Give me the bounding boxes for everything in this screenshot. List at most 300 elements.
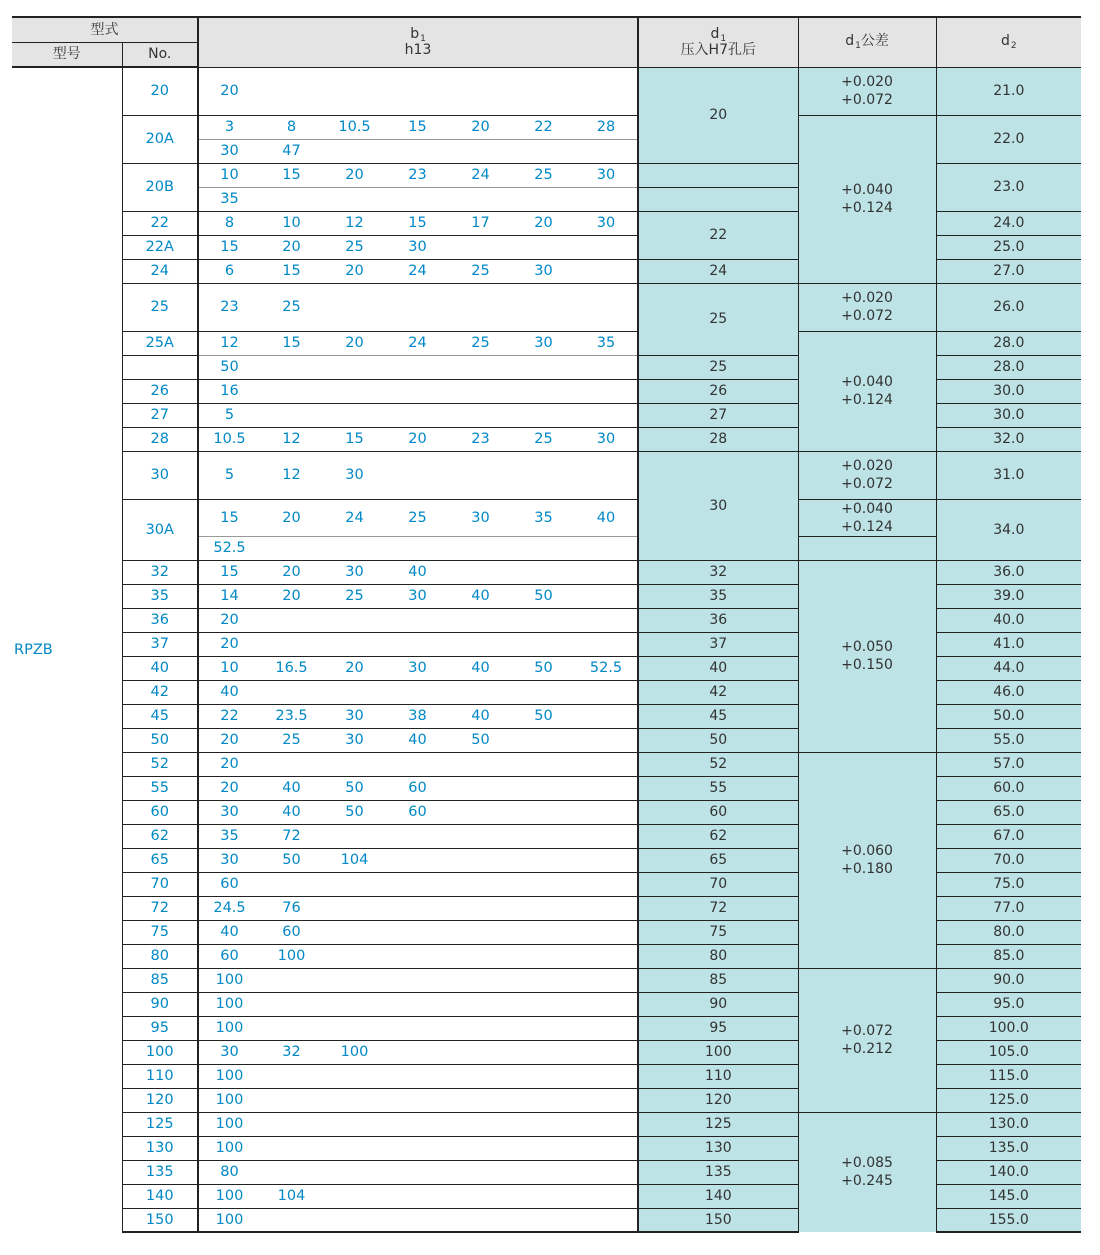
model-no-cell: 30 bbox=[122, 451, 198, 499]
b1-value-cell bbox=[512, 403, 575, 427]
b1-value-cell: 23 bbox=[449, 427, 512, 451]
b1-value-cell bbox=[512, 1184, 575, 1208]
b1-value-cell: 15 bbox=[386, 211, 449, 235]
d1-cell: 24 bbox=[638, 259, 798, 283]
b1-value-cell bbox=[575, 584, 638, 608]
b1-value-cell bbox=[512, 968, 575, 992]
b1-value-cell bbox=[260, 187, 323, 211]
d2-symbol: d bbox=[1000, 33, 1010, 50]
table-row bbox=[12, 560, 1081, 584]
b1-value-cell bbox=[260, 536, 323, 560]
b1-value-cell: 30 bbox=[449, 499, 512, 536]
d2-cell: 55.0 bbox=[936, 728, 1081, 752]
b1-value-cell bbox=[323, 1160, 386, 1184]
d2-cell: 105.0 bbox=[936, 1040, 1081, 1064]
spec-table bbox=[12, 16, 1081, 1233]
b1-value-cell bbox=[512, 451, 575, 499]
b1-value-cell bbox=[449, 283, 512, 331]
b1-value-cell bbox=[323, 1208, 386, 1232]
b1-value-cell bbox=[449, 187, 512, 211]
b1-value-cell bbox=[449, 235, 512, 259]
b1-value-cell bbox=[512, 1112, 575, 1136]
d2-cell: 50.0 bbox=[936, 704, 1081, 728]
d2-cell: 39.0 bbox=[936, 584, 1081, 608]
tolerance-line: +0.072 bbox=[841, 1023, 893, 1039]
no-header: No. bbox=[122, 42, 198, 67]
b1-value-cell bbox=[512, 187, 575, 211]
b1-value-cell bbox=[512, 944, 575, 968]
tolerance-line: +0.124 bbox=[841, 518, 893, 535]
table-row bbox=[12, 499, 1081, 536]
b1-value-cell bbox=[449, 355, 512, 379]
d2-cell: 140.0 bbox=[936, 1160, 1081, 1184]
tolerance-line: +0.245 bbox=[841, 1173, 893, 1190]
b1-value-cell bbox=[575, 968, 638, 992]
d1-tolerance-cell bbox=[798, 331, 936, 451]
b1-value-cell: 20 bbox=[198, 728, 260, 752]
b1-value-cell bbox=[323, 67, 386, 115]
d1-cell: 125 bbox=[638, 1112, 798, 1136]
b1-value-cell bbox=[449, 1040, 512, 1064]
b1-value-cell bbox=[449, 1112, 512, 1136]
b1-value-cell bbox=[512, 752, 575, 776]
d1-cell: 90 bbox=[638, 992, 798, 1016]
b1-value-cell: 52.5 bbox=[575, 656, 638, 680]
b1-value-cell: 30 bbox=[323, 728, 386, 752]
model-no-cell: 100 bbox=[122, 1040, 198, 1064]
model-no-cell: 55 bbox=[122, 776, 198, 800]
d1-cell: 55 bbox=[638, 776, 798, 800]
b1-value-cell bbox=[323, 536, 386, 560]
d2-cell: 32.0 bbox=[936, 427, 1081, 451]
b1-value-cell bbox=[575, 872, 638, 896]
tolerance-line: +0.072 bbox=[841, 92, 893, 108]
b1-value-cell bbox=[512, 283, 575, 331]
b1-value-cell bbox=[449, 920, 512, 944]
b1-value-cell: 15 bbox=[198, 499, 260, 536]
d1-cell: 80 bbox=[638, 944, 798, 968]
b1-value-cell bbox=[386, 536, 449, 560]
d1-tolerance-cell bbox=[798, 67, 936, 115]
b1-value-cell bbox=[386, 680, 449, 704]
b1-value-cell: 20 bbox=[198, 776, 260, 800]
d1-cell: 65 bbox=[638, 848, 798, 872]
table-row bbox=[12, 968, 1081, 992]
b1-value-cell bbox=[260, 355, 323, 379]
b1-value-cell: 20 bbox=[323, 163, 386, 187]
d1-cell: 42 bbox=[638, 680, 798, 704]
b1-value-cell: 10 bbox=[198, 656, 260, 680]
b1-value-cell: 50 bbox=[260, 848, 323, 872]
table-row bbox=[12, 1112, 1081, 1136]
b1-value-cell bbox=[575, 920, 638, 944]
b1-symbol: b bbox=[410, 26, 420, 43]
d2-cell: 24.0 bbox=[936, 211, 1081, 235]
b1-value-cell bbox=[512, 680, 575, 704]
b1-value-cell bbox=[449, 451, 512, 499]
b1-value-cell bbox=[386, 451, 449, 499]
b1-value-cell bbox=[323, 1016, 386, 1040]
d2-cell: 75.0 bbox=[936, 872, 1081, 896]
b1-value-cell bbox=[260, 67, 323, 115]
b1-value-cell: 25 bbox=[323, 235, 386, 259]
b1-value-cell bbox=[260, 608, 323, 632]
b1-value-cell bbox=[512, 139, 575, 163]
b1-value-cell: 30 bbox=[512, 259, 575, 283]
b1-value-cell bbox=[449, 992, 512, 1016]
b1-value-cell bbox=[323, 355, 386, 379]
b1-value-cell bbox=[386, 1064, 449, 1088]
b1-value-cell: 30 bbox=[386, 656, 449, 680]
b1-value-cell bbox=[323, 968, 386, 992]
d1-cell: 120 bbox=[638, 1088, 798, 1112]
b1-value-cell bbox=[386, 1040, 449, 1064]
b1-value-cell bbox=[575, 752, 638, 776]
b1-value-cell bbox=[323, 1088, 386, 1112]
b1-value-cell bbox=[260, 968, 323, 992]
b1-value-cell bbox=[512, 800, 575, 824]
b1-value-cell bbox=[323, 632, 386, 656]
b1-value-cell: 24.5 bbox=[198, 896, 260, 920]
d1-tolerance-cell bbox=[798, 115, 936, 283]
tolerance-line: +0.050 bbox=[841, 639, 893, 655]
b1-value-cell: 30 bbox=[575, 427, 638, 451]
b1-value-cell: 10.5 bbox=[323, 115, 386, 139]
b1-value-cell bbox=[575, 259, 638, 283]
b1-value-cell bbox=[575, 632, 638, 656]
d1-cell: 32 bbox=[638, 560, 798, 584]
b1-value-cell: 17 bbox=[449, 211, 512, 235]
model-header: 型号 bbox=[12, 42, 122, 67]
model-no-cell: 60 bbox=[122, 800, 198, 824]
d1-tolerance-header bbox=[798, 17, 936, 67]
d1-cell bbox=[638, 163, 798, 187]
b1-value-cell: 15 bbox=[260, 163, 323, 187]
b1-value-cell: 5 bbox=[198, 451, 260, 499]
b1-value-cell bbox=[260, 1160, 323, 1184]
b1-value-cell bbox=[386, 283, 449, 331]
model-no-cell: 40 bbox=[122, 656, 198, 680]
b1-value-cell bbox=[575, 824, 638, 848]
b1-value-cell bbox=[512, 1160, 575, 1184]
b1-value-cell: 20 bbox=[449, 115, 512, 139]
b1-value-cell: 100 bbox=[198, 992, 260, 1016]
b1-value-cell: 30 bbox=[512, 331, 575, 355]
model-no-cell: 45 bbox=[122, 704, 198, 728]
b1-value-cell: 15 bbox=[260, 331, 323, 355]
b1-value-cell: 60 bbox=[386, 800, 449, 824]
b1-value-cell bbox=[449, 776, 512, 800]
b1-value-cell: 100 bbox=[260, 944, 323, 968]
b1-value-cell: 40 bbox=[198, 920, 260, 944]
b1-value-cell bbox=[449, 872, 512, 896]
b1-value-cell bbox=[512, 776, 575, 800]
model-no-cell: 52 bbox=[122, 752, 198, 776]
table-row bbox=[12, 331, 1081, 355]
b1-value-cell: 25 bbox=[260, 283, 323, 331]
b1-value-cell bbox=[575, 896, 638, 920]
b1-value-cell: 35 bbox=[198, 187, 260, 211]
d1-tolerance-cell bbox=[798, 536, 936, 560]
b1-value-cell bbox=[512, 379, 575, 403]
d2-cell: 30.0 bbox=[936, 403, 1081, 427]
d1-cell: 150 bbox=[638, 1208, 798, 1232]
b1-value-cell: 25 bbox=[449, 331, 512, 355]
b1-value-cell bbox=[386, 139, 449, 163]
b1-value-cell bbox=[323, 992, 386, 1016]
b1-value-cell: 100 bbox=[323, 1040, 386, 1064]
b1-value-cell bbox=[449, 379, 512, 403]
b1-value-cell: 100 bbox=[198, 968, 260, 992]
d2-subscript: 2 bbox=[1010, 41, 1017, 52]
d1tol-label: 公差 bbox=[860, 33, 889, 50]
b1-value-cell bbox=[386, 67, 449, 115]
d1-cell: 75 bbox=[638, 920, 798, 944]
d1-cell: 37 bbox=[638, 632, 798, 656]
d2-cell: 30.0 bbox=[936, 379, 1081, 403]
d1-cell: 130 bbox=[638, 1136, 798, 1160]
model-no-cell: 24 bbox=[122, 259, 198, 283]
b1-value-cell: 8 bbox=[260, 115, 323, 139]
d1-note: 压入H7孔后 bbox=[680, 42, 756, 59]
b1-value-cell: 40 bbox=[386, 728, 449, 752]
d2-cell: 23.0 bbox=[936, 163, 1081, 211]
b1-value-cell bbox=[449, 632, 512, 656]
b1-value-cell: 25 bbox=[512, 427, 575, 451]
b1-value-cell bbox=[575, 800, 638, 824]
b1-value-cell bbox=[323, 680, 386, 704]
d2-cell: 67.0 bbox=[936, 824, 1081, 848]
d1-cell: 35 bbox=[638, 584, 798, 608]
d2-cell: 85.0 bbox=[936, 944, 1081, 968]
b1-value-cell: 12 bbox=[323, 211, 386, 235]
b1-value-cell: 50 bbox=[512, 584, 575, 608]
b1-value-cell bbox=[260, 632, 323, 656]
b1-value-cell bbox=[575, 235, 638, 259]
d2-cell: 36.0 bbox=[936, 560, 1081, 584]
b1-value-cell: 24 bbox=[386, 331, 449, 355]
b1-value-cell: 23 bbox=[386, 163, 449, 187]
model-no-cell: 27 bbox=[122, 403, 198, 427]
d2-cell: 125.0 bbox=[936, 1088, 1081, 1112]
b1-value-cell bbox=[323, 379, 386, 403]
d2-cell: 22.0 bbox=[936, 115, 1081, 163]
d2-cell: 31.0 bbox=[936, 451, 1081, 499]
model-no-cell: 110 bbox=[122, 1064, 198, 1088]
d1-cell: 22 bbox=[638, 211, 798, 259]
b1-value-cell: 30 bbox=[575, 163, 638, 187]
d1-cell: 52 bbox=[638, 752, 798, 776]
b1-value-cell: 15 bbox=[198, 235, 260, 259]
b1-value-cell: 25 bbox=[449, 259, 512, 283]
model-no-cell: 50 bbox=[122, 728, 198, 752]
b1-value-cell: 23.5 bbox=[260, 704, 323, 728]
b1-value-cell: 20 bbox=[512, 211, 575, 235]
b1-value-cell bbox=[512, 920, 575, 944]
b1-value-cell bbox=[575, 1040, 638, 1064]
b1-value-cell bbox=[449, 800, 512, 824]
b1-value-cell bbox=[575, 536, 638, 560]
d1-cell: 50 bbox=[638, 728, 798, 752]
b1-value-cell bbox=[386, 872, 449, 896]
d1-cell: 25 bbox=[638, 283, 798, 355]
b1-value-cell: 5 bbox=[198, 403, 260, 427]
tolerance-line: +0.072 bbox=[841, 308, 893, 324]
d1-subscript: 1 bbox=[720, 34, 727, 45]
b1-value-cell: 40 bbox=[260, 776, 323, 800]
d1-cell: 100 bbox=[638, 1040, 798, 1064]
tolerance-line: +0.040 bbox=[841, 374, 893, 390]
d1-cell: 40 bbox=[638, 656, 798, 680]
b1-value-cell bbox=[512, 824, 575, 848]
b1-value-cell bbox=[260, 379, 323, 403]
b1-value-cell bbox=[449, 1208, 512, 1232]
b1-value-cell: 12 bbox=[198, 331, 260, 355]
tolerance-line: +0.020 bbox=[841, 290, 893, 306]
b1-value-cell: 10 bbox=[260, 211, 323, 235]
d1-cell: 110 bbox=[638, 1064, 798, 1088]
b1-value-cell bbox=[512, 235, 575, 259]
model-no-cell: 70 bbox=[122, 872, 198, 896]
model-no-cell: 35 bbox=[122, 584, 198, 608]
tolerance-line: +0.040 bbox=[841, 500, 893, 517]
d1-cell: 25 bbox=[638, 355, 798, 379]
b1-value-cell bbox=[512, 1016, 575, 1040]
b1-value-cell: 60 bbox=[198, 944, 260, 968]
b1-value-cell: 20 bbox=[323, 331, 386, 355]
d1-cell: 45 bbox=[638, 704, 798, 728]
b1-value-cell bbox=[449, 139, 512, 163]
model-no-cell: 37 bbox=[122, 632, 198, 656]
b1-value-cell bbox=[449, 403, 512, 427]
d1tol-symbol: d bbox=[845, 33, 855, 50]
b1-value-cell bbox=[386, 1184, 449, 1208]
b1-value-cell: 20 bbox=[323, 259, 386, 283]
d1-cell: 62 bbox=[638, 824, 798, 848]
tolerance-line: +0.072 bbox=[841, 476, 893, 492]
b1-value-cell bbox=[449, 1136, 512, 1160]
d2-cell: 57.0 bbox=[936, 752, 1081, 776]
model-no-cell bbox=[122, 355, 198, 379]
b1-value-cell: 30 bbox=[323, 704, 386, 728]
b1-value-cell bbox=[323, 1064, 386, 1088]
b1-value-cell bbox=[575, 1112, 638, 1136]
b1-value-cell: 30 bbox=[323, 451, 386, 499]
b1-value-cell: 50 bbox=[198, 355, 260, 379]
b1-value-cell bbox=[512, 872, 575, 896]
b1-value-cell bbox=[575, 283, 638, 331]
b1-value-cell: 30 bbox=[198, 848, 260, 872]
b1-value-cell bbox=[575, 67, 638, 115]
b1-value-cell: 100 bbox=[198, 1112, 260, 1136]
b1-value-cell bbox=[449, 608, 512, 632]
d2-cell: 28.0 bbox=[936, 331, 1081, 355]
b1-value-cell bbox=[386, 187, 449, 211]
b1-value-cell bbox=[575, 139, 638, 163]
b1-value-cell: 100 bbox=[198, 1136, 260, 1160]
model-no-cell: 20 bbox=[122, 67, 198, 115]
b1-value-cell bbox=[323, 896, 386, 920]
d1-cell: 140 bbox=[638, 1184, 798, 1208]
d1-tolerance-cell bbox=[798, 283, 936, 331]
b1-value-cell bbox=[260, 1064, 323, 1088]
b1-value-cell bbox=[449, 680, 512, 704]
b1-value-cell bbox=[575, 451, 638, 499]
b1-value-cell: 50 bbox=[449, 728, 512, 752]
model-no-cell: 130 bbox=[122, 1136, 198, 1160]
b1-value-cell: 72 bbox=[260, 824, 323, 848]
b1-value-cell bbox=[323, 139, 386, 163]
b1-value-cell bbox=[260, 1088, 323, 1112]
b1-value-cell bbox=[260, 1016, 323, 1040]
b1-value-cell: 20 bbox=[260, 584, 323, 608]
b1-value-cell: 16 bbox=[198, 379, 260, 403]
table-row bbox=[12, 67, 1081, 115]
b1-value-cell: 15 bbox=[198, 560, 260, 584]
b1-value-cell: 15 bbox=[323, 427, 386, 451]
d2-cell: 26.0 bbox=[936, 283, 1081, 331]
b1-value-cell: 35 bbox=[512, 499, 575, 536]
d1-cell: 70 bbox=[638, 872, 798, 896]
b1-value-cell: 50 bbox=[323, 800, 386, 824]
tolerance-line: +0.040 bbox=[841, 182, 893, 198]
b1-tolerance-class: h13 bbox=[404, 42, 432, 59]
b1-value-cell bbox=[512, 560, 575, 584]
b1-value-cell bbox=[386, 992, 449, 1016]
b1-value-cell: 30 bbox=[323, 560, 386, 584]
model-no-cell: 135 bbox=[122, 1160, 198, 1184]
b1-value-cell bbox=[386, 752, 449, 776]
d1-cell: 26 bbox=[638, 379, 798, 403]
b1-value-cell: 24 bbox=[449, 163, 512, 187]
d2-cell: 44.0 bbox=[936, 656, 1081, 680]
b1-value-cell bbox=[323, 1112, 386, 1136]
b1-value-cell bbox=[512, 536, 575, 560]
b1-value-cell: 25 bbox=[323, 584, 386, 608]
b1-value-cell bbox=[512, 728, 575, 752]
b1-value-cell: 40 bbox=[386, 560, 449, 584]
model-no-cell: 120 bbox=[122, 1088, 198, 1112]
b1-value-cell bbox=[575, 680, 638, 704]
b1-value-cell: 52.5 bbox=[198, 536, 260, 560]
b1-value-cell: 15 bbox=[386, 115, 449, 139]
b1-value-cell bbox=[575, 187, 638, 211]
d2-cell: 34.0 bbox=[936, 499, 1081, 560]
b1-value-cell: 60 bbox=[260, 920, 323, 944]
b1-value-cell bbox=[260, 403, 323, 427]
table-row bbox=[12, 283, 1081, 331]
b1-value-cell bbox=[449, 1064, 512, 1088]
b1-value-cell bbox=[449, 896, 512, 920]
b1-value-cell bbox=[575, 355, 638, 379]
b1-value-cell bbox=[386, 1112, 449, 1136]
b1-value-cell bbox=[512, 848, 575, 872]
d2-cell: 95.0 bbox=[936, 992, 1081, 1016]
b1-value-cell bbox=[323, 403, 386, 427]
tolerance-line: +0.212 bbox=[841, 1041, 893, 1057]
b1-value-cell: 76 bbox=[260, 896, 323, 920]
b1-value-cell bbox=[512, 632, 575, 656]
b1-value-cell: 100 bbox=[198, 1088, 260, 1112]
tolerance-line: +0.180 bbox=[841, 861, 893, 877]
b1-value-cell: 60 bbox=[198, 872, 260, 896]
b1-value-cell bbox=[512, 1136, 575, 1160]
b1-value-cell: 15 bbox=[260, 259, 323, 283]
d1-tolerance-cell bbox=[798, 560, 936, 752]
model-no-cell: 90 bbox=[122, 992, 198, 1016]
b1-value-cell bbox=[449, 560, 512, 584]
b1-value-cell: 25 bbox=[386, 499, 449, 536]
